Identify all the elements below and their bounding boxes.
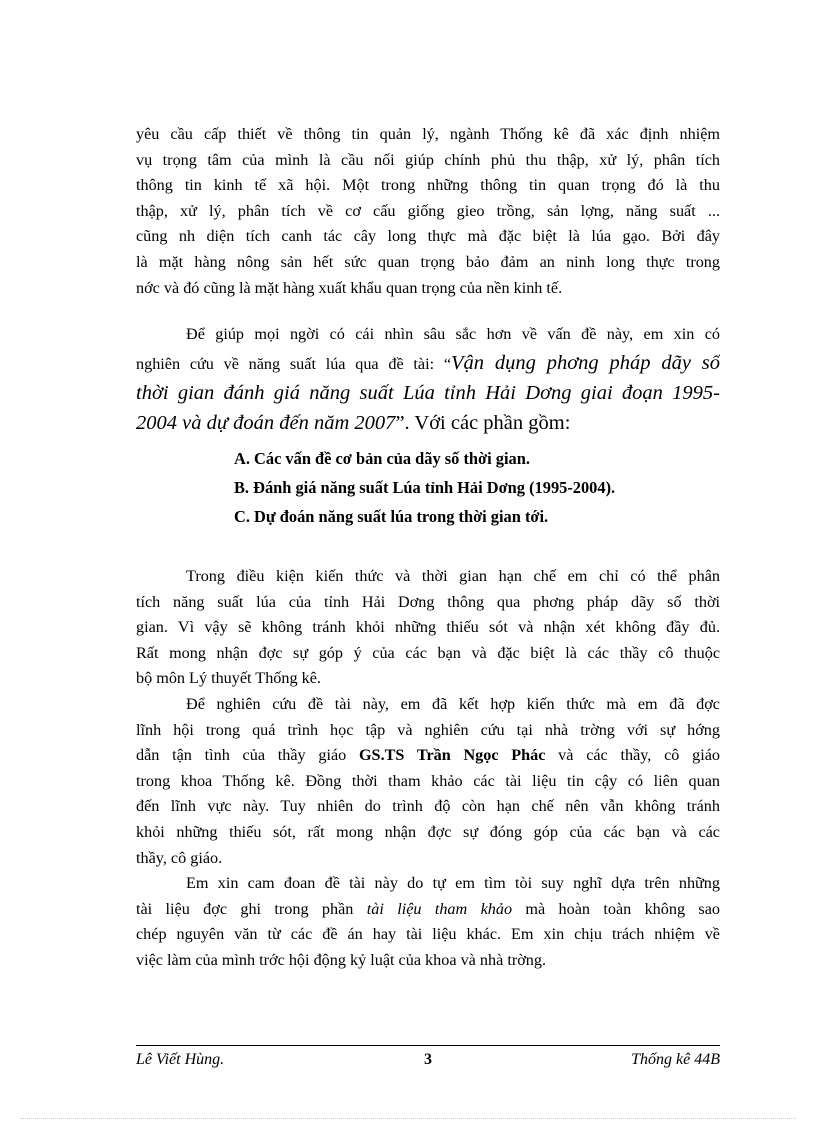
text-line [136, 897, 720, 923]
page-footer [136, 1051, 720, 1073]
text-line: thông tin kinh tế xã hội. Một trong những thông tin quan trọng đó là thu [136, 176, 720, 195]
paragraph-acknowledgement [136, 692, 720, 871]
footer-class: Thống kê 44B [631, 1051, 720, 1068]
text-line: khỏi những thiếu sót, rất mong nhận đợc sự đóng góp của các bạn và các [136, 822, 720, 841]
topic-title-line: thời gian đánh giá năng suất Lúa tỉnh Hải Dơng giai đoạn 1995- [136, 381, 720, 404]
text-span: và các thầy, cô giáo [545, 746, 720, 765]
text-span: ”. Với các phần gồm: [395, 411, 571, 434]
supervisor-name: GS.TS Trần Ngọc Phác [358, 746, 546, 765]
text-line: nớc và đó cũng là mặt hàng xuất khẩu quan trọng của nền kinh tế. [136, 278, 563, 297]
paragraph-intro [136, 122, 720, 301]
section-item: C. Dự đoán năng suất lúa trong thời gian tới. [234, 507, 549, 526]
text-line: Em xin cam đoan đề tài này do tự em tìm tòi suy nghĩ dựa trên những [186, 874, 720, 892]
text-line [136, 408, 720, 438]
footer-author: Lê Viết Hùng. [136, 1051, 225, 1068]
text-span: mà hoàn toàn không sao [512, 899, 720, 918]
text-line: chép nguyên văn từ các đề án hay tài liệu khác. Em xin chịu trách nhiệm về [136, 925, 720, 944]
text-line: lĩnh hội trong quá trình học tập và nghiên cứu tại nhà trờng với sự hớng [136, 720, 720, 739]
paragraph-declaration [136, 871, 720, 973]
text-line: việc làm của mình trớc hội động kỷ luật của khoa và nhà trờng. [136, 950, 546, 969]
text-span: nghiên cứu về năng suất lúa qua đề tài: “ [136, 354, 452, 373]
text-line: gian. Vì vậy sẽ không tránh khỏi những thiếu sót và nhận xét không đầy đủ. [136, 618, 720, 637]
text-span: dẫn tận tình của thầy giáo [136, 746, 359, 765]
topic-title: 2004 và dự đoán đến năm 2007 [136, 411, 396, 434]
paragraph-topic [136, 322, 720, 438]
reference-term: tài liệu tham khảo [366, 899, 513, 918]
text-line: yêu cầu cấp thiết về thông tin quản lý, ngành Thống kê đã xác định nhiệm [136, 125, 720, 143]
text-line: Rất mong nhận đợc sự góp ý của các bạn và đặc biệt là các thầy cô thuộc [136, 643, 720, 662]
footer-divider [136, 1045, 720, 1046]
paragraph-limitations [136, 564, 720, 692]
text-line: Để nghiên cứu đề tài này, em đã kết hợp kiến thức mà em đã đợc [186, 695, 720, 713]
section-list [234, 444, 615, 531]
section-item: A. Các vấn đề cơ bản của dãy số thời gian. [234, 449, 530, 468]
topic-title: Vận dụng phơng pháp dãy số [451, 351, 720, 374]
text-line: vụ trọng tâm của mình là cầu nối giúp chính phủ thu thập, xử lý, phân tích [136, 150, 720, 169]
text-line: tích năng suất lúa của tỉnh Hải Dơng thông qua phơng pháp dãy số thời [136, 592, 720, 611]
text-line: Trong điều kiện kiến thức và thời gian hạn chế em chỉ có thể phân [186, 567, 720, 585]
page-number: 3 [424, 1051, 432, 1068]
text-line: thập, xử lý, phân tích về cơ cấu giống gieo trồng, sản lợng, năng suất ... [136, 201, 720, 220]
text-line: cũng nh diện tích canh tác cây long thực mà đặc biệt là lúa gạo. Bởi đây [136, 227, 720, 246]
text-span: tài liệu đợc ghi trong phần [136, 899, 367, 918]
text-line [136, 348, 720, 378]
text-line: Để giúp mọi ngời có cái nhìn sâu sắc hơn về vấn đề này, em xin có [186, 325, 720, 343]
text-line [136, 743, 720, 769]
text-line: là mặt hàng nông sản hết sức quan trọng bảo đảm an ninh long thực trong [136, 252, 720, 271]
text-line: thầy, cô giáo. [136, 848, 223, 867]
section-item: B. Đánh giá năng suất Lúa tỉnh Hải Dơng (1995-2004). [234, 478, 616, 497]
text-line: trong khoa Thống kê. Đồng thời tham khảo các tài liệu tin cậy có liên quan [136, 771, 720, 790]
text-line: đến lĩnh vực này. Tuy nhiên do trình độ còn hạn chế nên vẫn không tránh [136, 797, 720, 816]
page-edge-dotted-line [20, 1118, 796, 1119]
text-line: bộ môn Lý thuyết Thống kê. [136, 669, 321, 688]
